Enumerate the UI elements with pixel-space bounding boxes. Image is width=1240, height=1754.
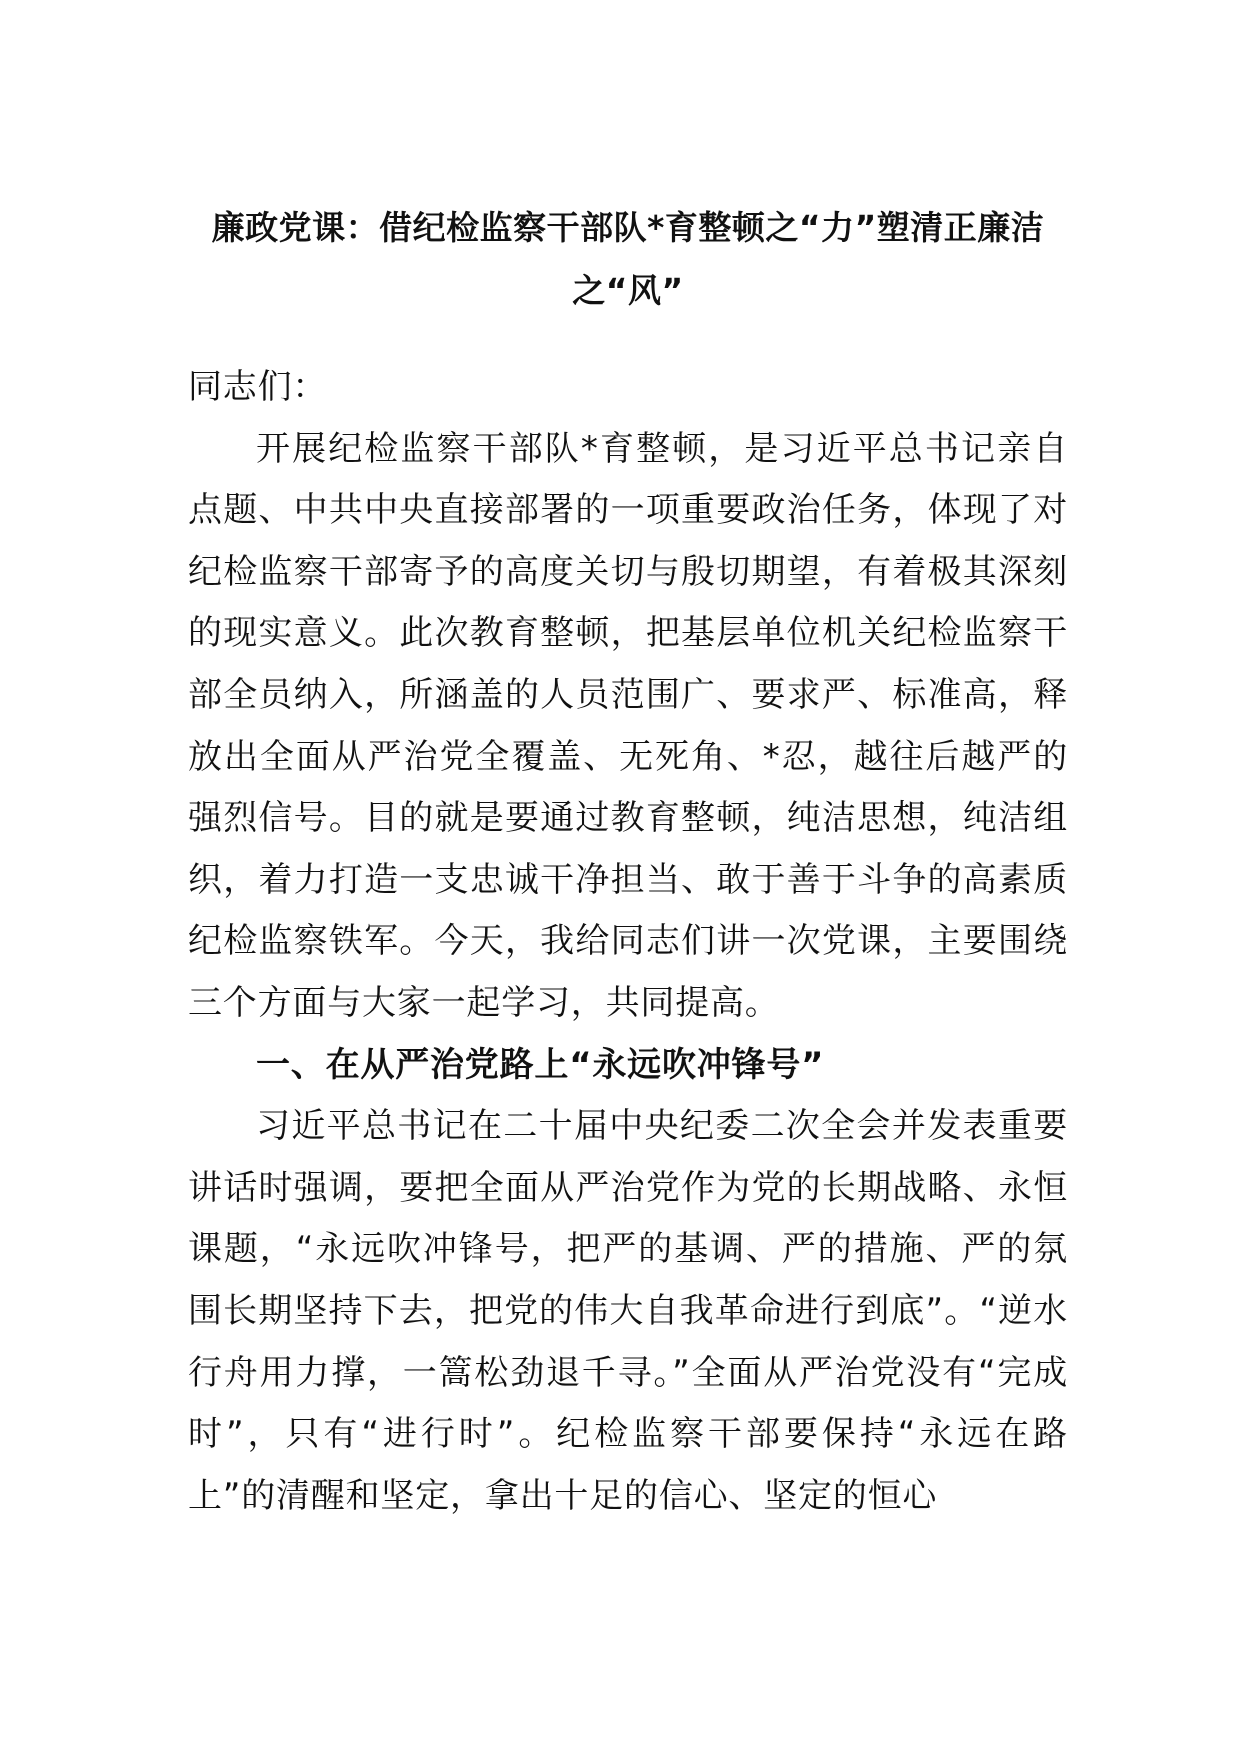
document-body (188, 357, 1068, 1527)
document-title (188, 196, 1068, 322)
section-heading-1: 一、在从严治党路上“永远吹冲锋号” (256, 1044, 825, 1085)
paragraph-section-1: 习近平总书记在二十届中央纪委二次全会并发表重要讲话时强调，要把全面从严治党作为党的长期战略、永恒课题，“永远吹冲锋号，把严的基调、严的措施、严的氛围长期坚持下去，把党的伟大自我革命进行到底”。“逆水行舟用力撑，一篙松劲退千寻。”全面从严治党没有“完成时”，只有“进行时”。纪检监察干部要保持“永远在路上”的清醒和坚定，拿出十足的信心、坚定的恒心 (188, 1106, 1068, 1516)
title-line-1: 廉政党课：借纪检监察干部队*育整顿之“力”塑清正廉洁 (211, 208, 1045, 247)
title-line-2: 之“风” (572, 271, 684, 310)
paragraph-intro: 开展纪检监察干部队*育整顿，是习近平总书记亲自点题、中共中央直接部署的一项重要政治任务，体现了对纪检监察干部寄予的高度关切与殷切期望，有着极其深刻的现实意义。此次教育整顿，把基层单位机关纪检监察干部全员纳入，所涵盖的人员范围广、要求严、标准高，释放出全面从严治党全覆盖、无死角、*忍，越往后越严的强烈信号。目的就是要通过教育整顿，纯洁思想，纯洁组织，着力打造一支忠诚干净担当、敢于善于斗争的高素质纪检监察铁军。今天，我给同志们讲一次党课，主要围绕三个方面与大家一起学习，共同提高。 (188, 428, 1068, 1023)
salutation: 同志们： (188, 367, 328, 407)
